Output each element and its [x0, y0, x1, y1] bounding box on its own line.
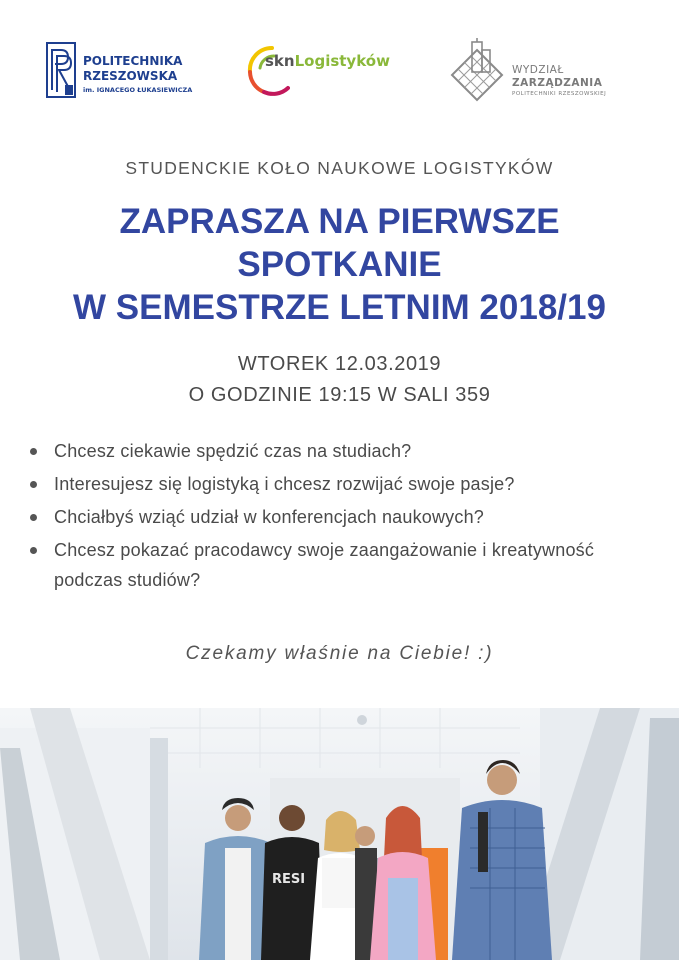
corridor-illustration — [0, 708, 679, 960]
pr-line-1: POLITECHNIKA — [83, 54, 183, 68]
headline — [0, 200, 679, 329]
politechnika-rzeszowska-logo — [44, 38, 204, 108]
event-details — [0, 349, 679, 411]
bullet-item — [30, 535, 660, 595]
wz-line-2: ZARZĄDZANIA — [512, 77, 603, 89]
bullet-text: Chciałbyś wziąć udział w konferencjach naukowych? — [54, 507, 485, 527]
bullet-dot-icon — [30, 481, 37, 488]
skn-text-part1: skn — [265, 52, 295, 70]
pr-emblem-icon — [46, 42, 76, 98]
headline-line-3: W SEMESTRZE LETNIM 2018/19 — [73, 288, 606, 327]
wydzial-zarzadzania-logo — [446, 38, 646, 108]
bullet-item — [30, 436, 660, 466]
wz-building-icon — [448, 38, 506, 104]
bullet-list — [30, 436, 660, 598]
closing-line: Czekamy właśnie na Ciebie! :) — [185, 643, 494, 664]
left-window-frames — [0, 708, 168, 960]
event-date: WTOREK 12.03.2019 — [237, 353, 442, 375]
bullet-item — [30, 502, 660, 532]
bullet-item — [30, 469, 660, 499]
bullet-text: Chcesz pokazać pracodawcy swoje zaangażowanie i kreatywność podczas studiów? — [54, 540, 595, 590]
bullet-dot-icon — [30, 514, 37, 521]
headline-line-2: SPOTKANIE — [237, 245, 442, 284]
organizer-subtitle: STUDENCKIE KOŁO NAUKOWE LOGISTYKÓW — [125, 158, 554, 178]
wz-line-1: WYDZIAŁ — [512, 64, 564, 76]
bullet-text: Interesujesz się logistyką i chcesz rozwijać swoje pasje? — [54, 474, 515, 494]
bullet-text: Chcesz ciekawie spędzić czas na studiach? — [54, 441, 412, 461]
bullet-dot-icon — [30, 547, 37, 554]
skn-swirl-icon — [244, 42, 290, 98]
bullet-dot-icon — [30, 448, 37, 455]
pr-line-3: im. IGNACEGO ŁUKASIEWICZA — [83, 86, 193, 94]
pr-line-2: RZESZOWSKA — [83, 69, 178, 83]
skn-text-part2: Logistyków — [294, 52, 390, 70]
event-time-place: O GODZINIE 19:15 W SALI 359 — [188, 384, 491, 406]
headline-line-1: ZAPRASZA NA PIERWSZE — [119, 202, 560, 241]
skn-logistykow-logo — [244, 38, 404, 108]
students-photo — [0, 708, 679, 960]
logo-bar — [0, 38, 679, 108]
wz-line-3: POLITECHNIKI RZESZOWSKIEJ — [512, 91, 607, 97]
shirt-print-text: RESI — [272, 872, 306, 887]
